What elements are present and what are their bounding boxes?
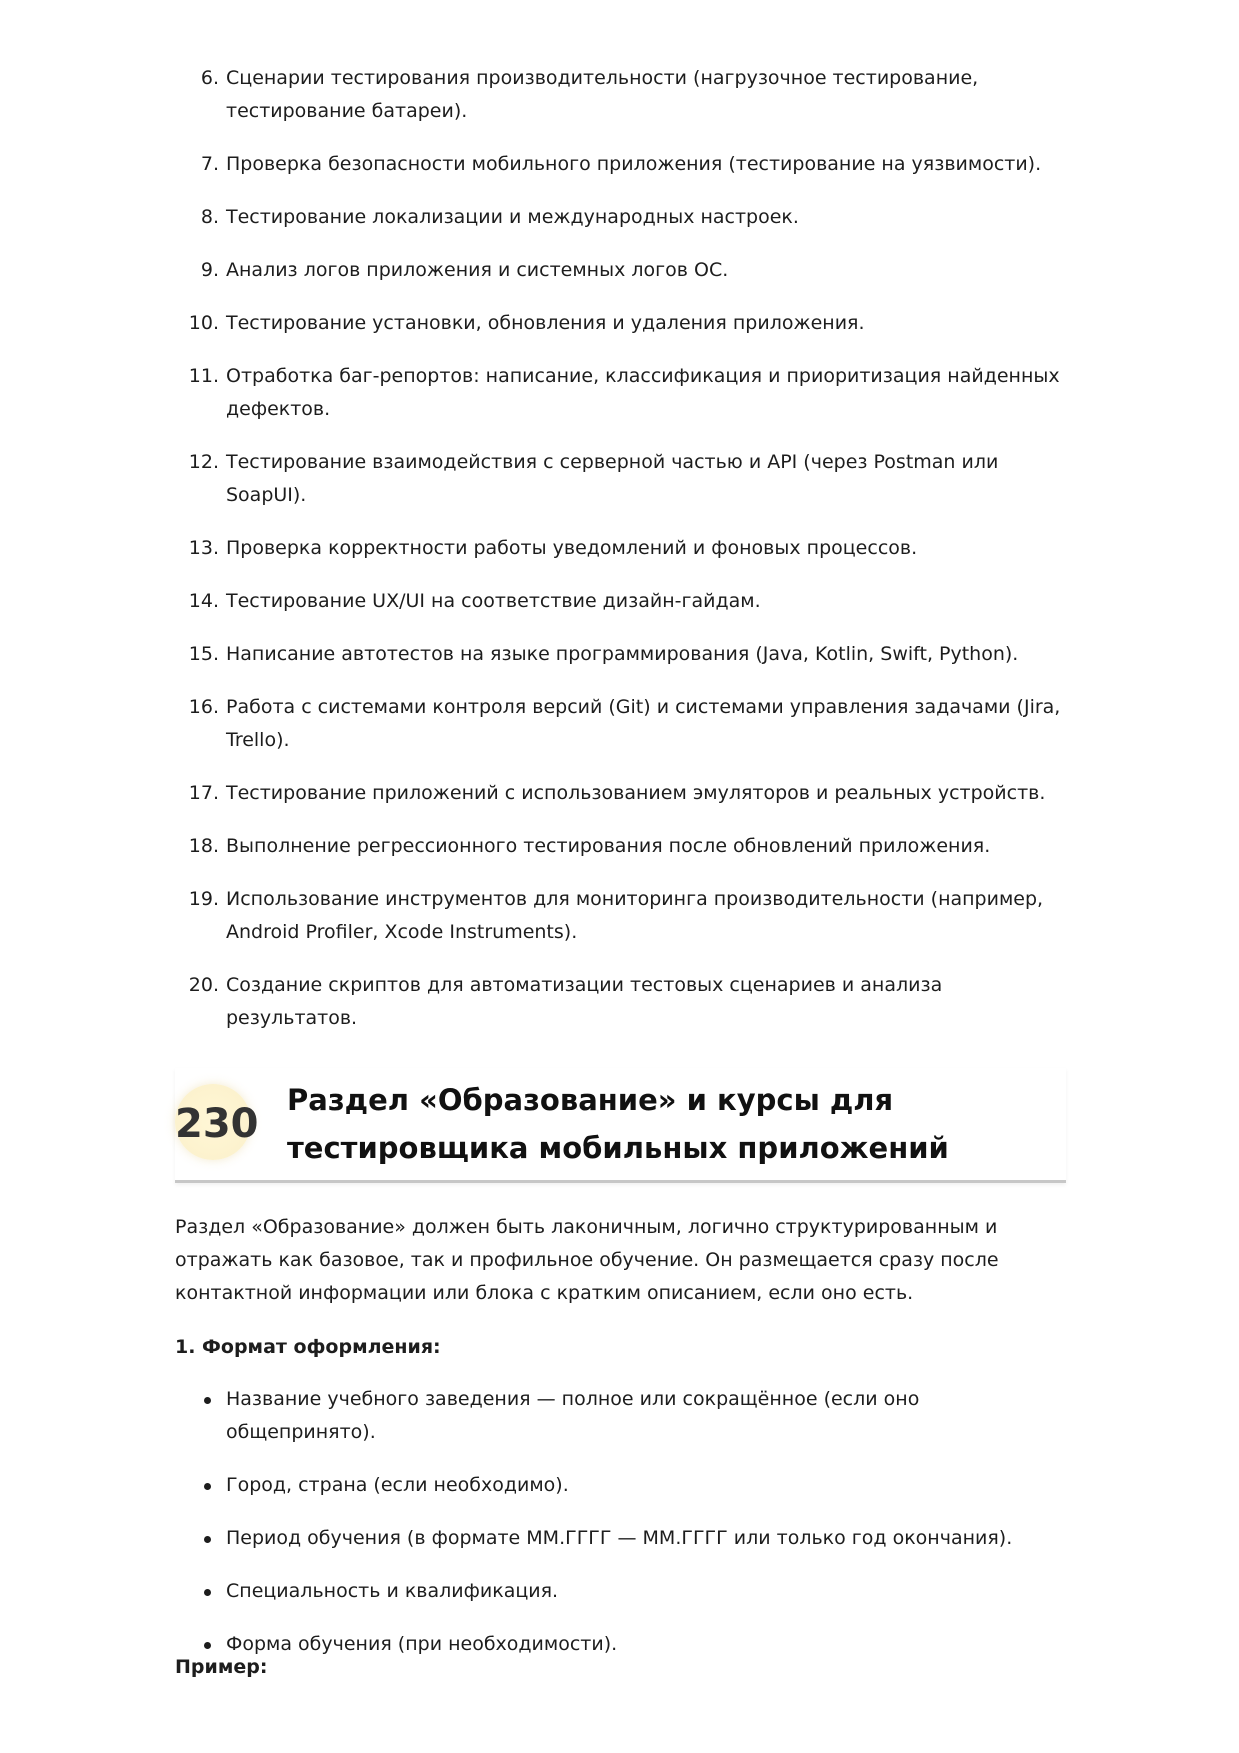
bullet-item: [175, 1628, 1075, 1661]
section-title: Раздел «Образование» и курсы для тестировщика мобильных приложений: [287, 1083, 949, 1165]
list-item-number: 11.: [188, 365, 219, 387]
list-item-text: Сценарии тестирования производительности (нагрузочное тестирование, тестирование батареи).: [226, 67, 979, 122]
section-intro: Раздел «Образование» должен быть лаконичным, логично структурированным и отражать как базовое, так и профильное обучение. Он размещается сразу после контактной информации или блока с кратким описанием, если оно есть.: [175, 1216, 999, 1304]
section-number-badge: [175, 1084, 259, 1160]
list-item: [175, 532, 1075, 565]
list-item-number: 20.: [188, 974, 219, 996]
list-item: [175, 969, 1075, 1035]
list-item-text: Выполнение регрессионного тестирования после обновлений приложения.: [226, 835, 991, 857]
bullet-dot: [204, 1589, 211, 1596]
list-item: [175, 360, 1075, 426]
list-item-text: Создание скриптов для автоматизации тестовых сценариев и анализа результатов.: [226, 974, 943, 1029]
list-item: [175, 691, 1075, 757]
list-item-number: 9.: [200, 259, 219, 281]
list-item-number: 12.: [188, 451, 219, 473]
list-item-number: 13.: [188, 537, 219, 559]
bullet-dot: [204, 1642, 211, 1649]
bullet-item: [175, 1575, 1075, 1608]
list-item: [175, 254, 1075, 287]
bullet-dot: [204, 1397, 211, 1404]
list-item-text: Написание автотестов на языке программирования (Java, Kotlin, Swift, Python).: [226, 643, 1019, 665]
bullet-item: [175, 1383, 1075, 1449]
list-item-number: 7.: [200, 153, 219, 175]
list-item-text: Проверка корректности работы уведомлений и фоновых процессов.: [226, 537, 918, 559]
list-item-number: 15.: [188, 643, 219, 665]
format-bullet-list: [175, 1383, 1075, 1681]
numbered-list: [175, 62, 1075, 1055]
list-item-text: Тестирование установки, обновления и удаления приложения.: [226, 312, 865, 334]
list-item-text: Использование инструментов для мониторинга производительности (например, Android Profiler, Xcode Instruments).: [226, 888, 1044, 943]
list-item: [175, 307, 1075, 340]
bullet-text: Название учебного заведения — полное или сокращённое (если оно общепринято).: [226, 1388, 920, 1443]
list-item-text: Тестирование локализации и международных настроек.: [226, 206, 799, 228]
bullet-text: Период обучения (в формате ММ.ГГГГ — ММ.ГГГГ или только год окончания).: [226, 1527, 1013, 1549]
bullet-text: Форма обучения (при необходимости).: [226, 1633, 618, 1655]
list-item-number: 8.: [200, 206, 219, 228]
format-heading: 1. Формат оформления:: [175, 1336, 441, 1358]
list-item: [175, 638, 1075, 671]
list-item: [175, 446, 1075, 512]
list-item: [175, 201, 1075, 234]
list-item-text: Тестирование UX/UI на соответствие дизайн-гайдам.: [226, 590, 761, 612]
list-item: [175, 777, 1075, 810]
list-item-number: 16.: [188, 696, 219, 718]
list-item: [175, 585, 1075, 618]
bullet-dot: [204, 1536, 211, 1543]
list-item-text: Отработка баг-репортов: написание, классификация и приоритизация найденных дефектов.: [226, 365, 1060, 420]
list-item-number: 19.: [188, 888, 219, 910]
list-item-number: 17.: [188, 782, 219, 804]
example-label: Пример:: [175, 1656, 268, 1678]
list-item-text: Тестирование приложений с использованием эмуляторов и реальных устройств.: [226, 782, 1046, 804]
list-item: [175, 883, 1075, 949]
list-item-number: 18.: [188, 835, 219, 857]
bullet-item: [175, 1522, 1075, 1555]
list-item: [175, 62, 1075, 128]
list-item-text: Проверка безопасности мобильного приложения (тестирование на уязвимости).: [226, 153, 1042, 175]
list-item-number: 14.: [188, 590, 219, 612]
list-item: [175, 830, 1075, 863]
section-number: 230: [175, 1101, 259, 1147]
list-item: [175, 148, 1075, 181]
bullet-text: Город, страна (если необходимо).: [226, 1474, 569, 1496]
list-item-text: Анализ логов приложения и системных логов ОС.: [226, 259, 729, 281]
list-item-number: 10.: [188, 312, 219, 334]
list-item-text: Работа с системами контроля версий (Git) и системами управления задачами (Jira, Trello).: [226, 696, 1061, 751]
bullet-item: [175, 1469, 1075, 1502]
section-header: [175, 1068, 1066, 1183]
bullet-text: Специальность и квалификация.: [226, 1580, 559, 1602]
list-item-text: Тестирование взаимодействия с серверной частью и API (через Postman или SoapUI).: [226, 451, 999, 506]
list-item-number: 6.: [200, 67, 219, 89]
bullet-dot: [204, 1483, 211, 1490]
